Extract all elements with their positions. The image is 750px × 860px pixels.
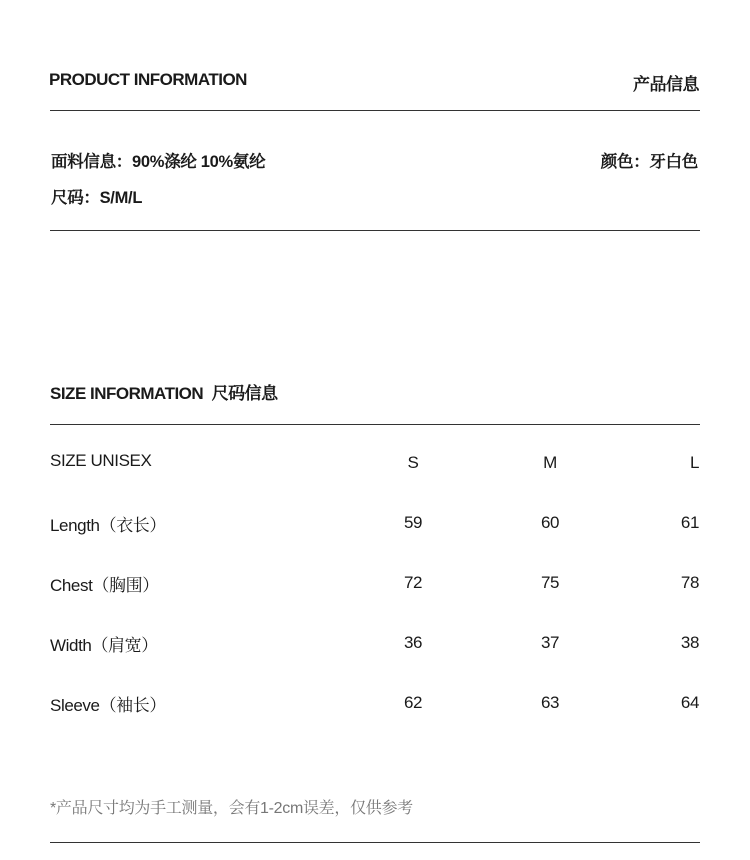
size-col-m: M [543, 453, 557, 472]
fabric-info: 面料信息：90%涤纶 10%氨纶 [51, 153, 266, 171]
row-label: Width（肩宽） [50, 636, 158, 655]
divider [50, 230, 700, 231]
cell-value: 63 [540, 693, 560, 712]
cell-value: 37 [540, 633, 560, 652]
row-label: Length（衣长） [50, 516, 166, 535]
divider [50, 110, 700, 111]
row-label: Chest（胸围） [50, 576, 159, 595]
product-info-title: PRODUCT INFORMATION [49, 70, 247, 89]
row-label: Sleeve（袖长） [50, 696, 166, 715]
cell-value: 61 [680, 513, 699, 532]
measurement-note: *产品尺寸均为手工测量，会有1-2cm误差，仅供参考 [50, 800, 413, 817]
size-range-info: 尺码：S/M/L [51, 189, 143, 207]
cell-value: 75 [540, 573, 560, 592]
cell-value: 64 [680, 693, 699, 712]
divider [50, 424, 700, 425]
size-table-header-label: SIZE UNISEX [50, 451, 152, 470]
cell-value: 60 [540, 513, 560, 532]
divider [50, 842, 700, 843]
size-col-l: L [689, 453, 699, 472]
cell-value: 38 [680, 633, 699, 652]
size-info-title: SIZE INFORMATION 尺码信息 [50, 384, 278, 403]
cell-value: 62 [403, 693, 423, 712]
cell-value: 36 [403, 633, 423, 652]
size-col-s: S [407, 453, 419, 472]
color-info: 颜色：牙白色 [600, 153, 698, 171]
cell-value: 78 [680, 573, 699, 592]
product-info-title-cn: 产品信息 [633, 75, 699, 94]
cell-value: 59 [403, 513, 423, 532]
cell-value: 72 [403, 573, 423, 592]
